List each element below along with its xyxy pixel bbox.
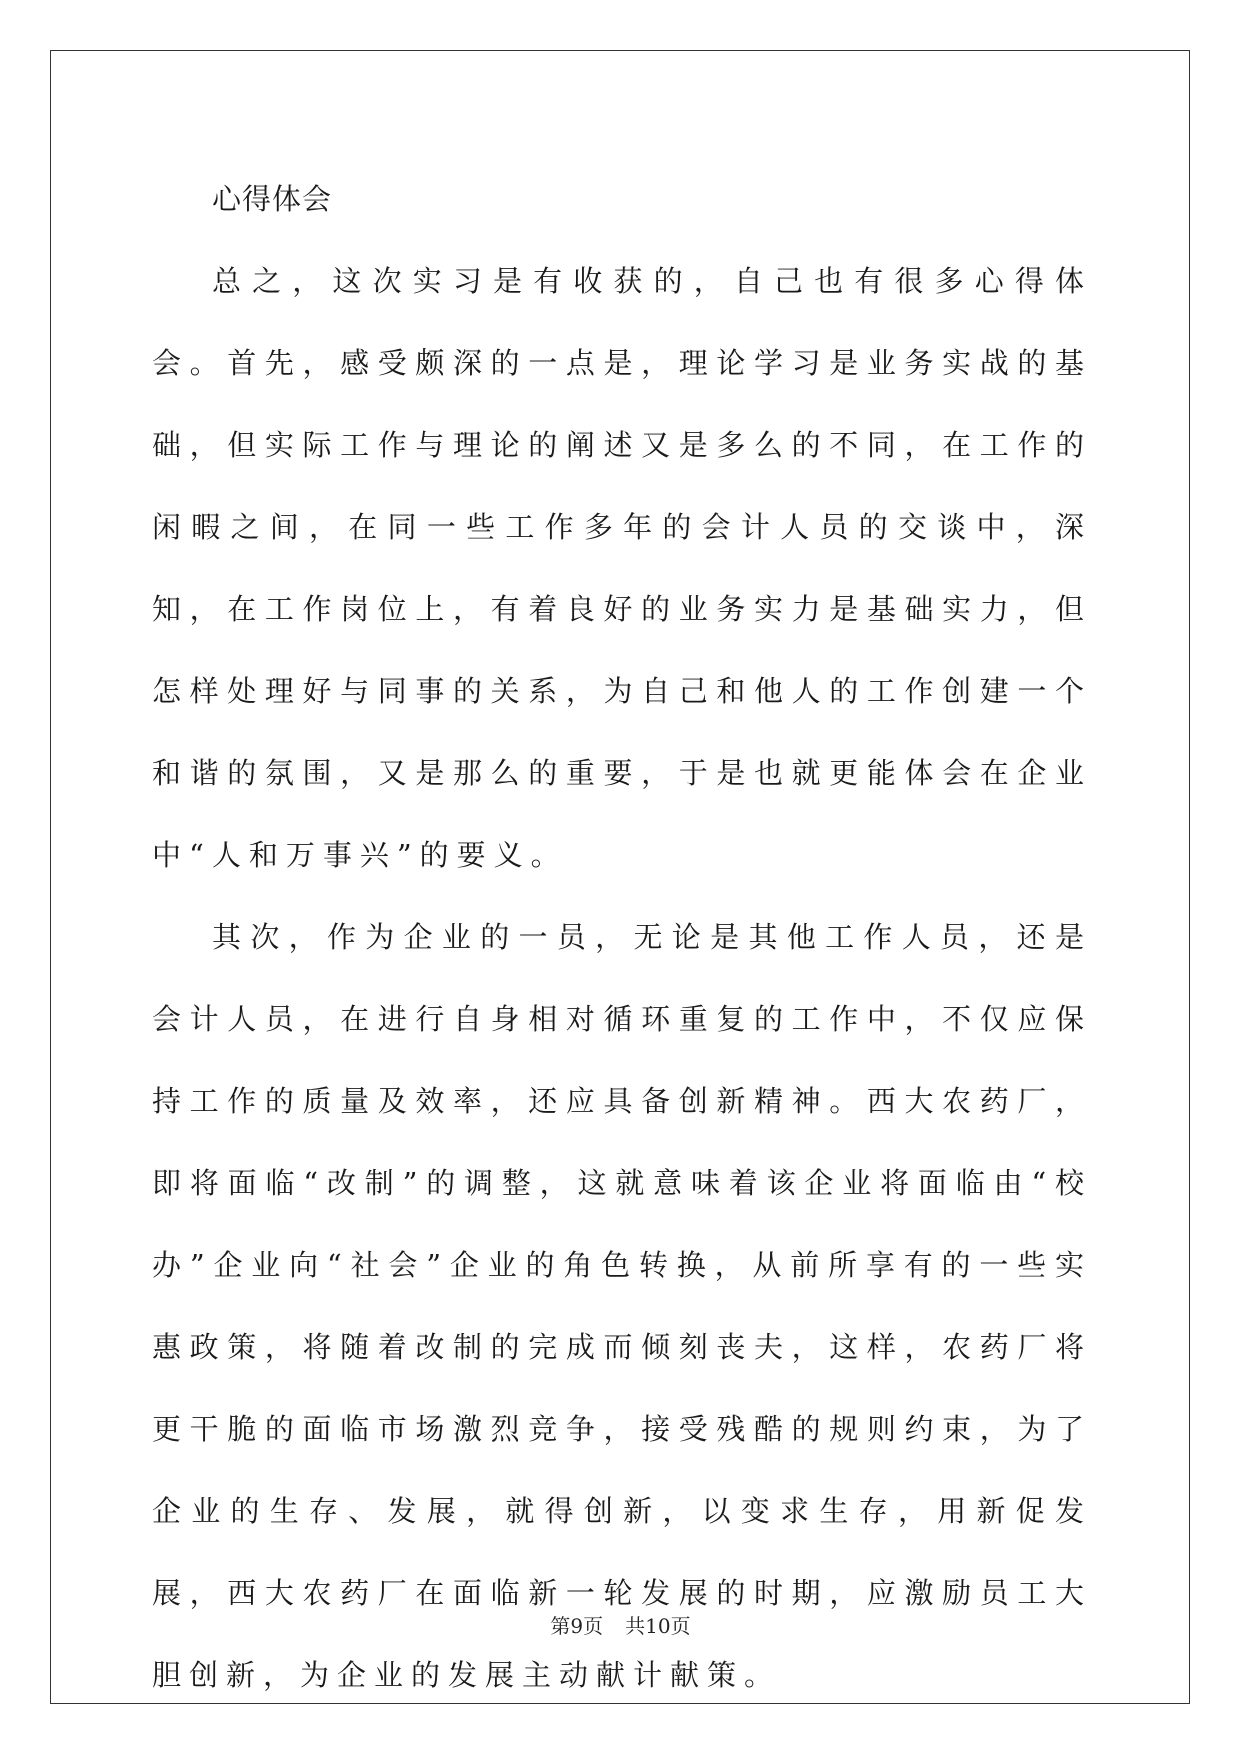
paragraph-1: 总之，这次实习是有收获的，自己也有很多心得体会。首先，感受颇深的一点是，理论学习是业务实战的基础，但实际工作与理论的阐述又是多么的不同，在工作的闲暇之间，在同一些工作多年的会计人员的交谈中，深知，在工作岗位上，有着良好的业务实力是基础实力，但怎样处理好与同事的关系，为自己和他人的工作创建一个和谐的氛围，又是那么的重要，于是也就更能体会在企业中“人和万事兴”的要义。 — [152, 264, 1092, 872]
document-body — [152, 158, 1092, 1716]
paragraph-2: 其次，作为企业的一员，无论是其他工作人员，还是会计人员，在进行自身相对循环重复的工作中，不仅应保持工作的质量及效率，还应具备创新精神。西大农药厂，即将面临“改制”的调整，这就意味着该企业将面临由“校办”企业向“社会”企业的角色转换，从前所享有的一些实惠政策，将随着改制的完成而倾刻丧夫，这样，农药厂将更干脆的面临市场激烈竞争，接受残酷的规则约束，为了企业的生存、发展，就得创新，以变求生存，用新促发展，西大农药厂在面临新一轮发展的时期，应激励员工大胆创新，为企业的发展主动献计献策。 — [152, 920, 1092, 1692]
page-number: 第9页 — [550, 1614, 604, 1638]
section-heading: 心得体会 — [212, 182, 333, 216]
page-total: 共10页 — [625, 1614, 691, 1638]
page-footer — [0, 1610, 1241, 1639]
